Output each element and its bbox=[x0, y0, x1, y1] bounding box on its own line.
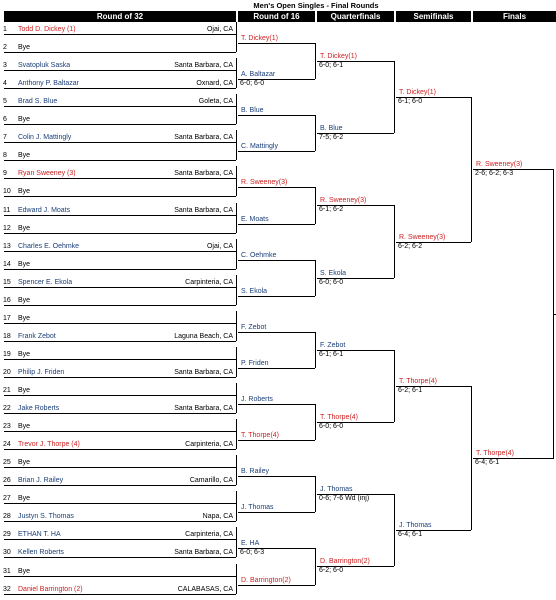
seed-number: 30 bbox=[3, 549, 11, 557]
r16-slot bbox=[238, 320, 315, 333]
seed-number: 10 bbox=[3, 188, 11, 196]
player-name: Bye bbox=[18, 350, 31, 358]
player-name[interactable]: T. Dickey(1) bbox=[399, 89, 436, 97]
r32-slot bbox=[4, 365, 236, 378]
sf-slot bbox=[396, 518, 471, 531]
player-name[interactable]: T. Thorpe(4) bbox=[399, 377, 437, 385]
qf-slot bbox=[317, 266, 394, 279]
player-name[interactable]: Daniel Barrington (2) bbox=[18, 585, 83, 593]
match-score: 6-2; 6-1 bbox=[398, 386, 423, 394]
player-name[interactable]: C. Mattingly bbox=[241, 143, 278, 151]
match-score: 6-1; 6-2 bbox=[319, 206, 344, 214]
match-score: 6-2; 6-2 bbox=[398, 242, 423, 250]
player-name[interactable]: J. Thomas bbox=[320, 486, 353, 494]
r16-slot bbox=[238, 573, 315, 586]
r32-slot bbox=[4, 94, 237, 107]
final-slot bbox=[473, 446, 554, 459]
seed-number: 24 bbox=[3, 441, 11, 449]
r32-slot bbox=[4, 293, 236, 306]
r16-slot bbox=[238, 428, 315, 441]
page-title: Men's Open Singles - Final Rounds bbox=[253, 1, 379, 10]
player-name[interactable]: B. Blue bbox=[320, 125, 343, 133]
player-location: Santa Barbara, CA bbox=[174, 62, 233, 70]
player-name: Bye bbox=[18, 188, 31, 196]
r32-slot bbox=[4, 437, 236, 450]
player-name[interactable]: E. Moats bbox=[241, 215, 269, 223]
r32-connector bbox=[236, 503, 237, 521]
sf-slot bbox=[396, 85, 471, 98]
player-name[interactable]: D. Barrington(2) bbox=[320, 558, 370, 566]
player-name[interactable]: Todd D. Dickey (1) bbox=[18, 26, 76, 33]
seed-number: 3 bbox=[3, 62, 7, 70]
qf-connector bbox=[394, 61, 395, 133]
r32-connector bbox=[236, 251, 237, 269]
r32-slot bbox=[4, 76, 236, 89]
qf-slot bbox=[317, 554, 394, 567]
r32-connector bbox=[236, 467, 237, 485]
seed-number: 21 bbox=[3, 387, 11, 394]
seed-number: 11 bbox=[3, 206, 11, 214]
seed-number: 2 bbox=[3, 44, 7, 52]
player-location: Santa Barbara, CA bbox=[174, 134, 233, 142]
r16-connector bbox=[315, 187, 316, 223]
player-name[interactable]: T. Thorpe(4) bbox=[241, 432, 279, 440]
seed-number: 5 bbox=[3, 98, 7, 106]
player-name[interactable]: Spencer E. Ekola bbox=[18, 278, 73, 286]
player-name[interactable]: T. Thorpe(4) bbox=[476, 450, 514, 458]
player-location: Camarillo, CA bbox=[189, 477, 233, 485]
player-location: Carpinteria, CA bbox=[185, 441, 233, 449]
r32-slot bbox=[4, 22, 237, 35]
r32-slot bbox=[4, 40, 236, 53]
r16-slot bbox=[238, 500, 315, 513]
r16-connector bbox=[315, 404, 316, 440]
header-round-of-16: Round of 16 bbox=[238, 11, 315, 22]
seed-number: 19 bbox=[3, 350, 11, 358]
qf-connector bbox=[394, 205, 395, 277]
r32-connector bbox=[236, 34, 237, 52]
match-score: 6-1; 6-0 bbox=[398, 98, 423, 106]
r32-slot bbox=[4, 203, 237, 216]
r32-slot bbox=[4, 275, 237, 288]
player-name[interactable]: R. Sweeney(3) bbox=[320, 197, 367, 205]
match-score: 6-4; 6-1 bbox=[398, 531, 423, 539]
player-location: CALABASAS, CA bbox=[177, 585, 233, 593]
player-name[interactable]: Brad S. Blue bbox=[18, 98, 58, 106]
r32-connector bbox=[236, 287, 237, 305]
header-finals: Finals bbox=[473, 11, 556, 22]
r16-slot bbox=[238, 356, 315, 369]
r16-slot bbox=[238, 67, 315, 80]
player-name[interactable]: T. Thorpe(4) bbox=[320, 414, 358, 422]
r32-slot bbox=[4, 221, 236, 234]
r32-slot bbox=[4, 311, 237, 324]
r32-slot bbox=[4, 347, 237, 360]
r16-slot bbox=[238, 248, 315, 261]
player-name[interactable]: Anthony P. Baltazar bbox=[18, 80, 79, 88]
r16-slot bbox=[238, 284, 315, 297]
player-name[interactable]: Brian J. Railey bbox=[18, 477, 64, 485]
seed-number: 6 bbox=[3, 116, 7, 124]
header-semifinals: Semifinals bbox=[396, 11, 471, 22]
seed-number: 26 bbox=[3, 477, 11, 485]
player-name[interactable]: B. Blue bbox=[241, 107, 264, 115]
player-name[interactable]: Philip J. Friden bbox=[18, 368, 65, 376]
r32-slot bbox=[4, 527, 237, 540]
player-name[interactable]: A. Baltazar bbox=[241, 71, 276, 79]
player-name: Bye bbox=[18, 260, 31, 268]
player-name[interactable]: Justyn S. Thomas bbox=[18, 513, 74, 521]
r32-slot bbox=[4, 582, 236, 595]
player-location: Goleta, CA bbox=[198, 98, 233, 106]
seed-number: 15 bbox=[3, 278, 11, 286]
player-name: Bye bbox=[18, 116, 31, 124]
r32-slot bbox=[4, 383, 237, 396]
r16-connector bbox=[315, 115, 316, 151]
seed-number: 25 bbox=[3, 459, 11, 467]
player-name: Bye bbox=[18, 423, 31, 431]
r32-slot bbox=[4, 473, 236, 486]
seed-number: 20 bbox=[3, 368, 11, 376]
seed-number: 28 bbox=[3, 513, 11, 521]
player-location: Carpinteria, CA bbox=[185, 278, 233, 286]
player-location: Santa Barbara, CA bbox=[174, 549, 233, 557]
player-name[interactable]: J. Thomas bbox=[399, 522, 432, 530]
player-name: Bye bbox=[18, 387, 31, 394]
r32-slot bbox=[4, 112, 236, 125]
player-location: Santa Barbara, CA bbox=[174, 405, 233, 413]
match-score: 6-0; 6-3 bbox=[240, 549, 265, 557]
r32-slot bbox=[4, 58, 237, 71]
final-slot bbox=[473, 157, 554, 170]
player-name: Bye bbox=[18, 567, 31, 575]
player-name[interactable]: Edward J. Moats bbox=[18, 206, 71, 214]
r16-connector bbox=[315, 43, 316, 79]
player-name[interactable]: Ryan Sweeney (3) bbox=[18, 170, 76, 178]
player-name[interactable]: J. Thomas bbox=[241, 504, 274, 512]
r32-slot bbox=[4, 239, 237, 252]
seed-number: 14 bbox=[3, 260, 11, 268]
seed-number: 1 bbox=[3, 26, 7, 33]
qf-slot bbox=[317, 193, 394, 206]
player-location: Santa Barbara, CA bbox=[174, 368, 233, 376]
r32-slot bbox=[4, 184, 236, 197]
r32-slot bbox=[4, 564, 237, 577]
player-name[interactable]: C. Oehmke bbox=[241, 251, 277, 259]
qf-connector bbox=[394, 494, 395, 566]
seed-number: 7 bbox=[3, 134, 7, 142]
player-location: Carpinteria, CA bbox=[185, 531, 233, 539]
seed-number: 12 bbox=[3, 224, 11, 232]
match-score: 6-0; 6-0 bbox=[240, 80, 265, 88]
player-name[interactable]: Colin J. Mattingly bbox=[18, 134, 72, 142]
r32-connector bbox=[236, 323, 237, 341]
player-name[interactable]: E. HA bbox=[241, 540, 260, 548]
seed-number: 18 bbox=[3, 332, 11, 340]
player-name: Bye bbox=[18, 459, 31, 467]
player-name[interactable]: Jake Roberts bbox=[18, 405, 60, 413]
r32-slot bbox=[4, 509, 236, 522]
header-quarterfinals: Quarterfinals bbox=[317, 11, 394, 22]
player-name: Bye bbox=[18, 314, 31, 322]
r32-connector bbox=[236, 431, 237, 449]
player-name: Bye bbox=[18, 224, 31, 232]
player-name[interactable]: S. Ekola bbox=[320, 269, 347, 277]
qf-slot bbox=[317, 121, 394, 134]
player-name[interactable]: S. Ekola bbox=[241, 287, 268, 295]
player-name[interactable]: R. Sweeney(3) bbox=[241, 179, 288, 187]
player-name[interactable]: Kellen Roberts bbox=[18, 549, 64, 557]
player-name[interactable]: R. Sweeney(3) bbox=[476, 161, 523, 169]
player-name[interactable]: J. Roberts bbox=[241, 396, 273, 404]
r16-slot bbox=[238, 212, 315, 225]
qf-slot bbox=[317, 338, 394, 351]
match-score: 6-1; 6-1 bbox=[319, 350, 344, 358]
match-score: 6-4; 6-1 bbox=[475, 459, 500, 467]
r32-connector bbox=[236, 359, 237, 377]
seed-number: 8 bbox=[3, 152, 7, 160]
player-location: Laguna Beach, CA bbox=[174, 332, 233, 340]
seed-number: 31 bbox=[3, 567, 11, 575]
r16-connector bbox=[315, 332, 316, 368]
player-location: Santa Barbara, CA bbox=[174, 170, 233, 178]
match-score: 6-0; 6-0 bbox=[319, 278, 344, 286]
player-name[interactable]: T. Dickey(1) bbox=[241, 35, 278, 43]
sf-connector bbox=[471, 386, 472, 530]
match-score: 2-6; 6-2; 6-3 bbox=[475, 170, 514, 178]
player-name[interactable]: Trevor J. Thorpe (4) bbox=[18, 441, 80, 449]
r32-connector bbox=[236, 576, 237, 594]
player-location: Ojai, CA bbox=[206, 26, 233, 33]
qf-slot bbox=[317, 410, 394, 423]
player-name[interactable]: Svatopluk Saska bbox=[18, 62, 71, 70]
r32-connector bbox=[236, 178, 237, 196]
player-name[interactable]: ETHAN T. HA bbox=[18, 531, 61, 539]
player-name: Bye bbox=[18, 44, 31, 52]
seed-number: 9 bbox=[3, 170, 7, 178]
seed-number: 17 bbox=[3, 314, 11, 322]
r32-slot bbox=[4, 148, 236, 161]
r32-connector bbox=[236, 539, 237, 557]
r32-connector bbox=[236, 70, 237, 88]
seed-number: 16 bbox=[3, 296, 11, 304]
r32-slot bbox=[4, 166, 237, 179]
player-name: Bye bbox=[18, 495, 31, 503]
player-name[interactable]: P. Friden bbox=[241, 359, 269, 367]
match-score: 0-6; 7-6 Wd (inj) bbox=[319, 495, 370, 503]
match-score: 6-0; 6-0 bbox=[319, 423, 344, 431]
qf-slot bbox=[317, 482, 394, 495]
r16-slot bbox=[238, 139, 315, 152]
player-name[interactable]: Frank Zebot bbox=[18, 332, 56, 340]
r16-connector bbox=[315, 260, 316, 296]
player-name[interactable]: Charles E. Oehmke bbox=[18, 242, 80, 250]
player-location: Ojai, CA bbox=[206, 242, 233, 250]
player-location: Napa, CA bbox=[202, 513, 233, 521]
qf-slot bbox=[317, 49, 394, 62]
seed-number: 32 bbox=[3, 585, 11, 593]
r16-slot bbox=[238, 31, 315, 44]
r16-slot bbox=[238, 103, 315, 116]
r16-slot bbox=[238, 536, 315, 549]
sf-connector bbox=[471, 97, 472, 241]
r16-slot bbox=[238, 392, 315, 405]
r32-slot bbox=[4, 491, 237, 504]
match-score: 6-0; 6-1 bbox=[319, 62, 344, 70]
match-score: 7-5; 6-2 bbox=[319, 134, 344, 142]
r16-slot bbox=[238, 175, 315, 188]
sf-slot bbox=[396, 230, 471, 243]
player-name[interactable]: D. Barrington(2) bbox=[241, 576, 291, 584]
seed-number: 23 bbox=[3, 423, 11, 431]
sf-slot bbox=[396, 374, 471, 387]
player-location: Santa Barbara, CA bbox=[174, 206, 233, 214]
seed-number: 13 bbox=[3, 242, 11, 250]
r32-slot bbox=[4, 329, 236, 342]
r32-connector bbox=[236, 142, 237, 160]
r16-connector bbox=[315, 548, 316, 584]
player-name: Bye bbox=[18, 296, 31, 304]
seed-number: 29 bbox=[3, 531, 11, 539]
match-score: 6-2; 6-0 bbox=[319, 567, 344, 575]
player-name: Bye bbox=[18, 152, 31, 160]
r32-slot bbox=[4, 130, 237, 143]
qf-connector bbox=[394, 350, 395, 422]
r16-slot bbox=[238, 464, 315, 477]
r32-slot bbox=[4, 401, 236, 414]
r32-slot bbox=[4, 545, 236, 558]
seed-number: 4 bbox=[3, 80, 7, 88]
player-location: Oxnard, CA bbox=[196, 80, 233, 88]
r32-connector bbox=[236, 106, 237, 124]
player-name[interactable]: F. Zebot bbox=[241, 323, 267, 331]
r32-slot bbox=[4, 455, 237, 468]
player-name[interactable]: B. Railey bbox=[241, 468, 270, 476]
seed-number: 22 bbox=[3, 405, 11, 413]
r32-slot bbox=[4, 257, 236, 270]
player-name[interactable]: F. Zebot bbox=[320, 341, 346, 349]
player-name[interactable]: R. Sweeney(3) bbox=[399, 233, 446, 241]
player-name[interactable]: T. Dickey(1) bbox=[320, 53, 357, 61]
r32-connector bbox=[236, 215, 237, 233]
r32-connector bbox=[236, 395, 237, 413]
r16-connector bbox=[315, 476, 316, 512]
header-round-of-32: Round of 32 bbox=[4, 11, 236, 22]
r32-slot bbox=[4, 419, 237, 432]
seed-number: 27 bbox=[3, 495, 11, 503]
